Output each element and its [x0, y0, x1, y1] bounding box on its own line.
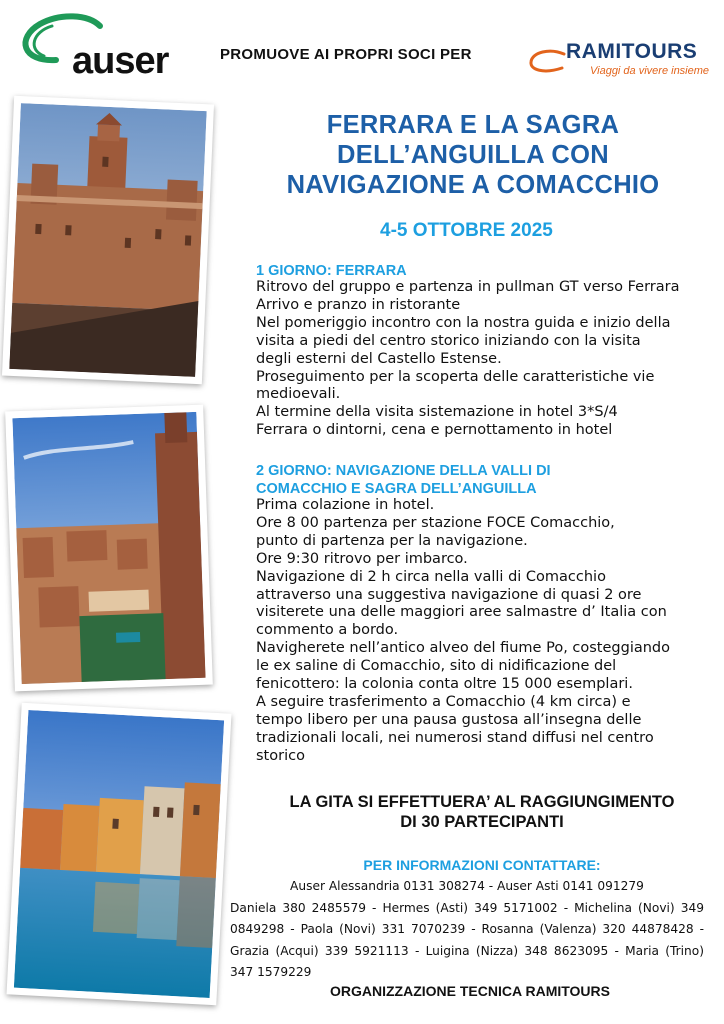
- day2-line: tempo libero per una pausa gustosa all’insegna delle: [256, 711, 642, 728]
- day1-line: Al termine della visita sistemazione in hotel 3*S/4: [256, 404, 618, 421]
- day2-line: le ex saline di Comacchio, sito di nidificazione del: [256, 658, 617, 675]
- ramitours-swoosh-icon: [528, 46, 568, 82]
- day2-heading-line-2: COMACCHIO E SAGRA DELL’ANGUILLA: [256, 481, 537, 497]
- ferrara-rooftops-photo: [5, 405, 213, 692]
- contact-line: 347 1579229: [230, 965, 312, 979]
- contact-line: Grazia (Acqui) 339 5921113 - Luigina (Nizza) 348 8623095 - Maria (Trino): [230, 943, 704, 958]
- day2-line: Navigherete nell’antico alveo del fiume Po, costeggiando: [256, 640, 671, 657]
- contact-list: [230, 876, 704, 984]
- day2-line: attraverso una suggestiva navigazione di quasi 2 ore: [256, 586, 642, 603]
- title-line-3: NAVIGAZIONE A COMACCHIO: [286, 171, 660, 199]
- day2-description: [256, 497, 670, 766]
- day1-line: Ferrara o dintorni, cena e pernottamento in hotel: [256, 422, 613, 439]
- auser-wordmark: auser: [72, 40, 169, 82]
- day2-line: commento a bordo.: [256, 622, 399, 639]
- day1-line: Nel pomeriggio incontro con la nostra guida e inizio della: [256, 314, 671, 331]
- day1-heading: 1 GIORNO: FERRARA: [256, 263, 407, 279]
- organizer-footer: ORGANIZZAZIONE TECNICA RAMITOURS: [330, 983, 610, 999]
- notice-line-2: DI 30 PARTECIPANTI: [400, 813, 564, 831]
- auser-logo: [14, 10, 204, 82]
- day1-line: Ritrovo del gruppo e partenza in pullman GT verso Ferrara: [256, 279, 680, 295]
- notice-line-1: LA GITA SI EFFETTUERA’ AL RAGGIUNGIMENTO: [289, 793, 675, 811]
- trip-dates: 4-5 OTTOBRE 2025: [380, 220, 553, 241]
- contact-line: Daniela 380 2485579 - Hermes (Asti) 349 5171002 - Michelina (Novi) 349: [230, 900, 704, 915]
- ramitours-tagline: Viaggi da vivere insieme: [590, 65, 710, 77]
- day1-line: medioevali.: [256, 386, 341, 403]
- day2-line: tradizionali locali, nei numerosi stand diffusi nel centro: [256, 729, 654, 746]
- page-title: [226, 110, 720, 200]
- day2-line: A seguire trasferimento a Comacchio (4 km circa) e: [256, 693, 631, 710]
- day2-line: storico: [256, 747, 305, 764]
- ramitours-name: RAMITOURS: [566, 40, 698, 63]
- day2-line: Prima colazione in hotel.: [256, 497, 435, 513]
- day2-line: Navigazione di 2 h circa nella valli di Comacchio: [256, 568, 606, 585]
- minimum-participants-notice: [240, 792, 724, 832]
- promo-text: PROMUOVE AI PROPRI SOCI PER: [220, 46, 472, 63]
- day1-line: Arrivo e pranzo in ristorante: [256, 296, 461, 313]
- day2-line: punto di partenza per la navigazione.: [256, 532, 528, 549]
- contact-line: 0849298 - Paola (Novi) 331 7070239 - Rosanna (Valenza) 320 44878428 -: [230, 922, 704, 936]
- title-line-2: DELL’ANGUILLA CON: [337, 141, 609, 169]
- day1-description: [256, 279, 680, 440]
- day1-line: visita a piedi del centro storico iniziando con la visita: [256, 332, 641, 349]
- day2-line: Ore 9:30 ritrovo per imbarco.: [256, 550, 468, 567]
- day2-line: visiterete una delle maggiori aree salmastre d’ Italia con: [256, 604, 667, 621]
- day1-line: Proseguimento per la scoperta delle caratteristiche vie: [256, 368, 655, 385]
- day1-line: degli esterni del Castello Estense.: [256, 350, 502, 367]
- day2-line: Ore 8 00 partenza per stazione FOCE Comacchio,: [256, 514, 615, 531]
- ramitours-logo: [528, 40, 713, 85]
- contact-line: Auser Alessandria 0131 308274 - Auser Asti 0141 091279: [290, 879, 644, 893]
- castello-estense-photo: [2, 96, 214, 384]
- day2-heading: [256, 462, 551, 498]
- info-heading: PER INFORMAZIONI CONTATTARE:: [363, 857, 601, 873]
- day2-heading-line-1: 2 GIORNO: NAVIGAZIONE DELLA VALLI DI: [256, 463, 551, 479]
- day2-line: fenicottero: la colonia conta oltre 15 000 esemplari.: [256, 676, 633, 693]
- comacchio-canal-photo: [7, 703, 232, 1006]
- title-line-1: FERRARA E LA SAGRA: [326, 111, 620, 139]
